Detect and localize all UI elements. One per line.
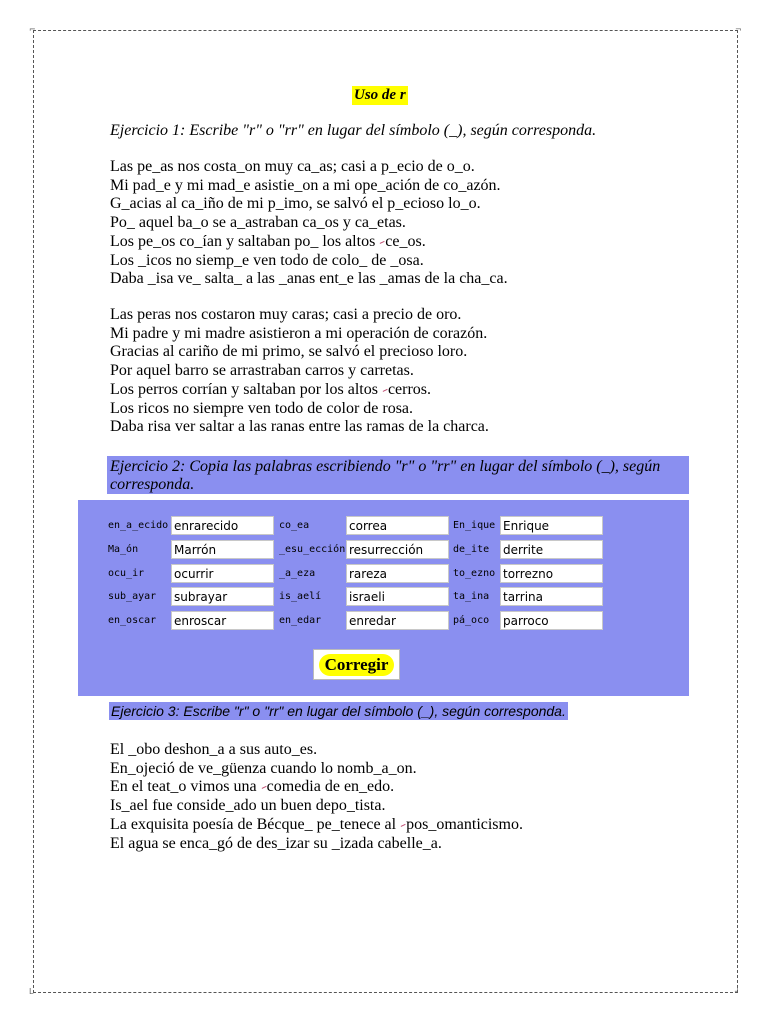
exercise-line-text: La exquisita poesía de Bécque_ pe_tenece al — [110, 815, 401, 833]
word-input[interactable]: ocurrir — [171, 564, 274, 583]
ink-mark-icon — [261, 785, 267, 791]
word-input[interactable]: subrayar — [171, 587, 274, 606]
answer-line: Las peras nos costaron muy caras; casi a precio de oro. — [110, 306, 462, 323]
ink-mark-icon — [382, 388, 388, 394]
word-label: En_ique — [453, 520, 496, 531]
word-input[interactable]: correa — [346, 516, 449, 535]
answer-line-text: Los perros corrían y saltaban por los altos — [110, 380, 382, 398]
word-label: Ma_ón — [108, 544, 139, 555]
exercise-line: En_ojeció de ve_güenza cuando lo nomb_a_on. — [110, 759, 417, 777]
answer-line — [110, 381, 489, 400]
word-label: pá_oco — [453, 615, 490, 626]
word-label: to_ezno — [453, 568, 496, 579]
answer-line: Gracias al cariño de mi primo, se salvó el precioso loro. — [110, 343, 468, 361]
corner-mark-top-right: ¬ — [735, 25, 742, 34]
word-label: sub_ayar — [108, 591, 157, 602]
word-input[interactable]: Marrón — [171, 540, 274, 559]
exercise-line: Po_ aquel ba_o se a_astraban ca_os y ca_etas. — [110, 214, 406, 232]
exercise-line-text: En el teat_o vimos una — [110, 778, 261, 796]
exercise-line-text: Los pe_os co_ían y saltaban po_ los altos — [110, 232, 380, 250]
ink-mark-icon — [379, 240, 385, 246]
exercise-1-answers — [110, 306, 489, 437]
corner-mark-bottom-right: ┘ — [735, 987, 740, 996]
exercise-3-lines — [110, 741, 523, 853]
answer-line: Los ricos no siempre ven todo de color de rosa. — [110, 399, 414, 417]
answer-line: Daba risa ver saltar a las ranas entre las ramas de la charca. — [110, 418, 489, 436]
exercise-line — [110, 233, 508, 252]
word-label: _esu_ección — [279, 544, 346, 555]
word-input[interactable]: rareza — [346, 564, 449, 583]
exercise-line: Las pe_as nos costa_on muy ca_as; casi a p_ecio de o_o. — [110, 158, 475, 175]
word-input[interactable]: derrite — [500, 540, 603, 559]
exercise-2-panel — [78, 500, 689, 696]
word-label: is_aelí — [279, 591, 322, 602]
exercise-line — [110, 778, 523, 797]
word-input[interactable]: torrezno — [500, 564, 603, 583]
exercise-line: Daba _isa ve_ salta_ a las _anas ent_e las _amas de la cha_ca. — [110, 270, 508, 288]
exercise-line-tail: pos_omanticismo. — [406, 815, 523, 833]
word-label: de_ite — [453, 544, 490, 555]
exercise-line: Mi pad_e y mi mad_e asistie_on a mi ope_ación de co_azón. — [110, 176, 501, 194]
word-input[interactable]: enrarecido — [171, 516, 274, 535]
corregir-button-label: Corregir — [319, 654, 395, 676]
exercise-line — [110, 816, 523, 835]
corner-mark-top-left: ⌐ — [29, 25, 36, 34]
exercise-line: El agua se enca_gó de des_izar su _izada cabelle_a. — [110, 834, 442, 852]
exercise-line: Los _icos no siemp_e ven todo de colo_ de _osa. — [110, 251, 424, 269]
exercise-1-instruction: Ejercicio 1: Escribe "r" o "rr" en lugar del símbolo (_), según corresponda. — [110, 122, 597, 139]
answer-line: Por aquel barro se arrastraban carros y carretas. — [110, 362, 414, 380]
exercise-1-lines — [110, 158, 508, 289]
exercise-line: G_acias al ca_iño de mi p_imo, se salvó el p_ecioso lo_o. — [110, 195, 481, 213]
exercise-line: Is_ael fue conside_ado un buen depo_tista. — [110, 797, 386, 815]
word-label: en_oscar — [108, 615, 157, 626]
word-input[interactable]: tarrina — [500, 587, 603, 606]
word-label: co_ea — [279, 520, 310, 531]
word-label: ocu_ir — [108, 568, 145, 579]
exercise-2-instruction: Ejercicio 2: Copia las palabras escribiendo "r" o "rr" en lugar del símbolo (_), según corresponda. — [107, 456, 689, 494]
word-label: en_a_ecido — [108, 520, 169, 531]
word-input[interactable]: resurrección — [346, 540, 449, 559]
page-title: Uso de r — [354, 87, 406, 103]
answer-line-tail: cerros. — [387, 380, 432, 398]
word-label: _a_eza — [279, 568, 316, 579]
word-input[interactable]: enroscar — [171, 611, 274, 630]
exercise-3-instruction: Ejercicio 3: Escribe "r" o "rr" en lugar del símbolo (_), según corresponda. — [111, 703, 566, 719]
word-input[interactable]: Enrique — [500, 516, 603, 535]
exercise-line-tail: comedia de en_edo. — [266, 778, 395, 796]
exercise-line-tail: ce_os. — [385, 232, 426, 250]
word-input[interactable]: enredar — [346, 611, 449, 630]
exercise-line: El _obo deshon_a a sus auto_es. — [110, 741, 318, 758]
ink-mark-icon — [400, 823, 406, 829]
word-input[interactable]: israeli — [346, 587, 449, 606]
word-label: en_edar — [279, 615, 322, 626]
corner-mark-bottom-left: L — [29, 987, 34, 996]
answer-line: Mi padre y mi madre asistieron a mi operación de corazón. — [110, 324, 488, 342]
word-input[interactable]: parroco — [500, 611, 603, 630]
corregir-button[interactable] — [313, 649, 400, 680]
word-label: ta_ina — [453, 591, 490, 602]
